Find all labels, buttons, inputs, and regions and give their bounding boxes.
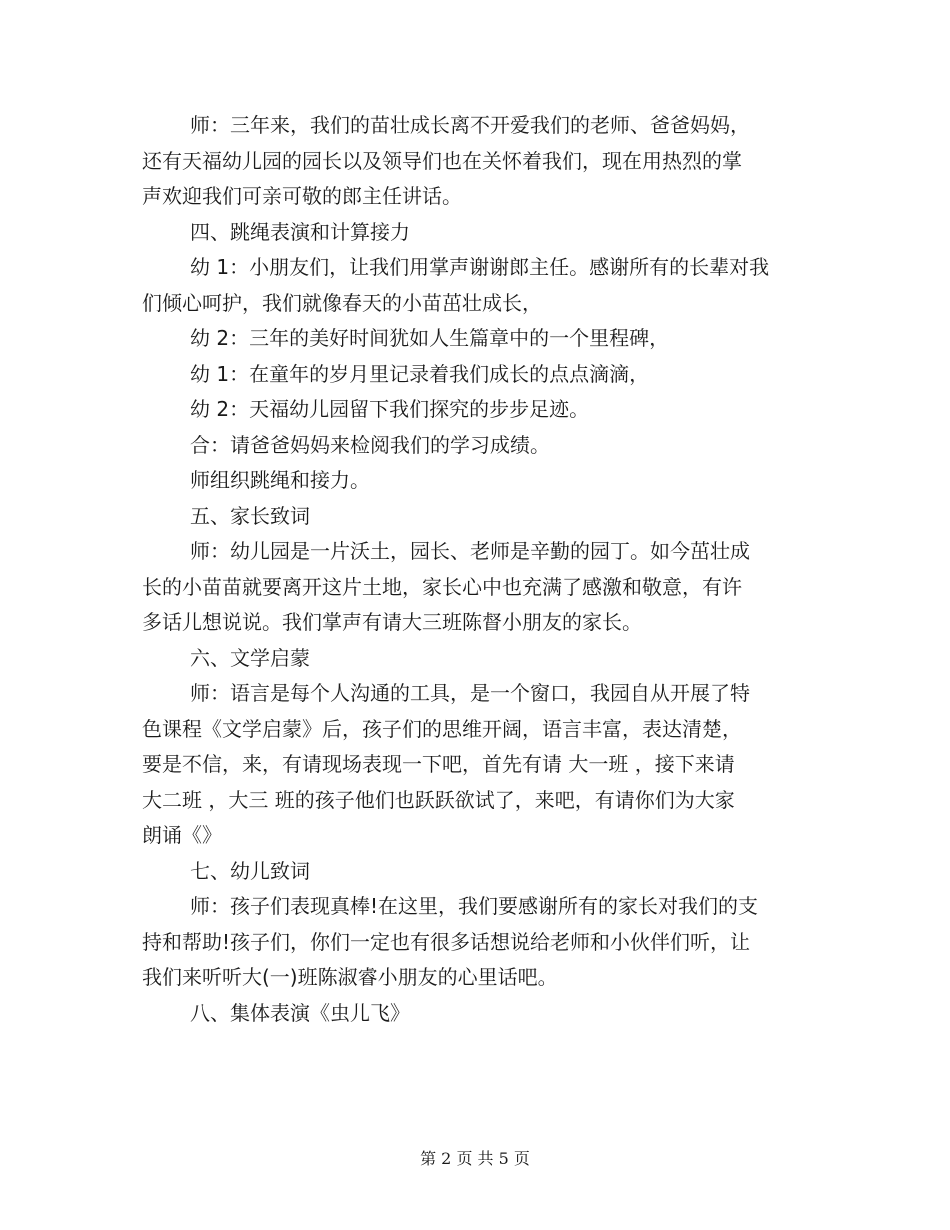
paragraph (142, 676, 814, 854)
paragraph (142, 996, 814, 1032)
paragraph (142, 499, 814, 535)
text-line: 师：幼儿园是一片沃土，园长、老师是辛勤的园丁。如今茁壮成 (190, 539, 750, 563)
text-line: 师：语言是每个人沟通的工具，是一个窗口，我园自从开展了特 (190, 681, 750, 705)
text-line: 幼 2：三年的美好时间犹如人生篇章中的一个里程碑， (190, 326, 670, 350)
text-line: 要是不信，来，有请现场表现一下吧，首先有请 大一班 ，接下来请 (142, 752, 735, 776)
paragraph (142, 357, 814, 393)
text-line: 我们来听听大(一)班陈淑睿小朋友的心里话吧。 (142, 965, 558, 989)
text-line: 师：三年来，我们的苗壮成长离不开爱我们的老师、爸爸妈妈， (190, 113, 750, 137)
page-footer: 第 2 页 共 5 页 (420, 1149, 530, 1168)
text-line: 幼 2：天福幼儿园留下我们探究的步步足迹。 (190, 397, 590, 421)
text-line: 八、集体表演《虫儿飞》 (190, 1000, 410, 1025)
text-line: 师：孩子们表现真棒!在这里，我们要感谢所有的家长对我们的支 (190, 894, 759, 918)
text-line: 持和帮助!孩子们，你们一定也有很多话想说给老师和小伙伴们听，让 (142, 929, 751, 954)
text-line: 长的小苗苗就要离开这片土地，家长心中也充满了感激和敬意，有许 (142, 574, 742, 599)
paragraph (142, 250, 814, 321)
paragraph (142, 108, 814, 215)
text-line: 六、文学启蒙 (190, 645, 310, 670)
paragraph (142, 392, 814, 428)
document-body (142, 108, 814, 1031)
text-line: 大二班 ，大三 班的孩子他们也跃跃欲试了，来吧，有请你们为大家 (142, 787, 735, 812)
paragraph (142, 889, 814, 996)
text-line: 幼 1：在童年的岁月里记录着我们成长的点点滴滴， (190, 361, 650, 386)
text-line: 还有天福幼儿园的园长以及领导们也在关怀着我们，现在用热烈的掌 (142, 148, 742, 173)
text-line: 幼 1：小朋友们，让我们用掌声谢谢郎主任。感谢所有的长辈对我 (190, 255, 770, 279)
text-line: 四、跳绳表演和计算接力 (190, 219, 410, 244)
paragraph (142, 428, 814, 464)
text-line: 多话儿想说说。我们掌声有请大三班陈督小朋友的家长。 (142, 610, 642, 634)
paragraph (142, 534, 814, 641)
paragraph (142, 641, 814, 677)
text-line: 朗诵《》 (142, 823, 222, 847)
text-line: 合：请爸爸妈妈来检阅我们的学习成绩。 (190, 432, 550, 457)
text-line: 声欢迎我们可亲可敬的郎主任讲话。 (142, 184, 462, 208)
text-line: 色课程《文学启蒙》后，孩子们的思维开阔，语言丰富，表达清楚， (142, 716, 742, 741)
paragraph (142, 321, 814, 357)
text-line: 师组织跳绳和接力。 (190, 468, 370, 492)
text-line: 七、幼儿致词 (190, 858, 310, 883)
text-line: 五、家长致词 (190, 503, 310, 528)
paragraph (142, 854, 814, 890)
paragraph (142, 215, 814, 251)
paragraph (142, 463, 814, 499)
text-line: 们倾心呵护，我们就像春天的小苗茁壮成长， (142, 290, 542, 315)
